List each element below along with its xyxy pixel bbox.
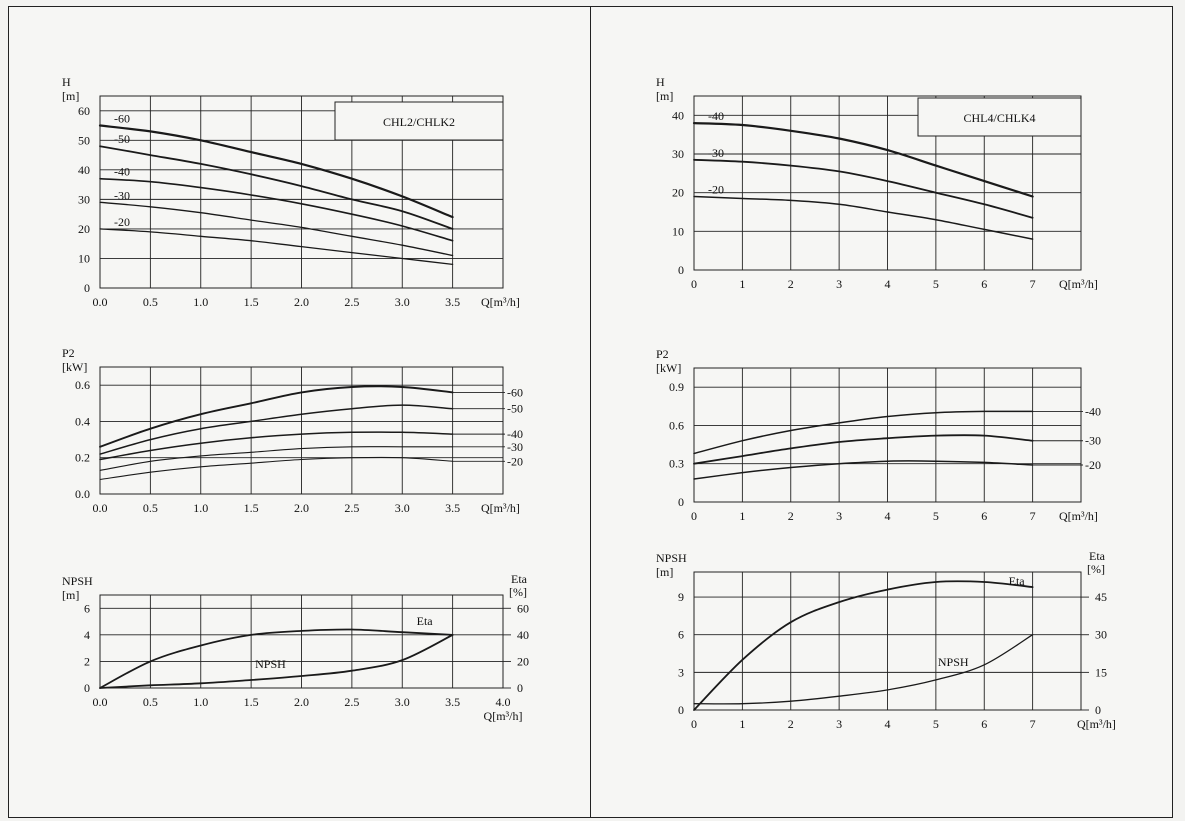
y-tick-label: 0 <box>678 263 684 277</box>
y-tick-label: 10 <box>672 224 684 239</box>
series-label: -50 <box>114 132 130 147</box>
x-tick-label: 4 <box>884 277 891 291</box>
x-tick-label: 1.5 <box>243 695 259 709</box>
series-label: -20 <box>1085 457 1101 472</box>
y-tick-label: 40 <box>672 108 684 123</box>
x-tick-label: 3.0 <box>394 695 410 709</box>
series-label: -40 <box>708 109 724 124</box>
y-axis-label: NPSH <box>656 551 687 565</box>
x-axis-label: Q[m³/h] <box>1059 509 1098 523</box>
x-tick-label: 6 <box>981 509 988 523</box>
series-line-30 <box>694 160 1033 218</box>
y-tick-label: 10 <box>78 251 90 266</box>
series-label: -20 <box>507 454 523 469</box>
y2-axis-unit: [%] <box>509 585 527 599</box>
series-label: -40 <box>1085 404 1101 419</box>
y-axis-label: NPSH <box>62 574 93 588</box>
x-tick-label: 5 <box>932 509 939 523</box>
y-tick-label: 20 <box>78 221 90 236</box>
x-tick-label: 4 <box>884 509 891 523</box>
x-tick-label: 0.0 <box>92 695 108 709</box>
y-axis-unit: [m] <box>62 89 80 103</box>
x-tick-label: 2.5 <box>344 695 360 709</box>
y-axis-unit: [m] <box>656 565 674 579</box>
x-tick-label: 7 <box>1029 509 1036 523</box>
x-tick-label: 3.0 <box>394 501 410 515</box>
series-label: -40 <box>507 427 523 442</box>
y-tick-label: 6 <box>84 601 90 616</box>
y-tick-label: 0.6 <box>75 378 90 393</box>
x-tick-label: 0.5 <box>142 695 158 709</box>
y2-tick-label: 45 <box>1095 590 1107 605</box>
x-tick-label: 2.0 <box>294 501 309 515</box>
x-tick-label: 3.5 <box>445 501 461 515</box>
x-tick-label: 1.0 <box>193 295 209 309</box>
x-tick-label: 0 <box>691 509 697 523</box>
x-tick-label: 3 <box>836 277 843 291</box>
y-tick-label: 3 <box>678 665 684 680</box>
series-label: -30 <box>1085 433 1101 448</box>
grid <box>100 367 503 494</box>
y2-tick-label: 0 <box>1095 703 1101 717</box>
y-tick-label: 0.6 <box>669 418 684 433</box>
chart-title: CHL2/CHLK2 <box>383 115 455 129</box>
y-tick-label: 30 <box>78 192 90 207</box>
y2-tick-label: 20 <box>517 654 529 669</box>
y2-tick-label: 30 <box>1095 627 1107 642</box>
y-tick-label: 20 <box>672 185 684 200</box>
x-axis-label: Q[m³/h] <box>1077 717 1116 731</box>
y-tick-label: 0 <box>678 703 684 717</box>
y2-axis-unit: [%] <box>1087 562 1105 576</box>
grid <box>100 595 503 688</box>
series-line-NPSH <box>694 635 1033 704</box>
x-tick-label: 0.5 <box>142 295 158 309</box>
y-axis-unit: [kW] <box>62 360 88 374</box>
x-tick-label: 6 <box>981 717 988 731</box>
chl2-power-chart <box>30 345 543 522</box>
chl4-head-chart <box>624 74 1121 298</box>
series-label: NPSH <box>937 654 969 669</box>
y-tick-label: 60 <box>78 103 90 118</box>
y-tick-label: 2 <box>84 654 90 669</box>
x-axis-label: Q[m³/h] <box>483 709 523 723</box>
x-axis-label: Q[m³/h] <box>1059 277 1098 291</box>
y-tick-label: 0.3 <box>669 456 684 471</box>
x-tick-label: 1.5 <box>243 295 259 309</box>
y-tick-label: 0 <box>84 281 90 295</box>
series-label: -60 <box>114 111 130 126</box>
series-label: Eta <box>1008 574 1025 589</box>
x-tick-label: 2 <box>787 717 794 731</box>
y-tick-label: 0.2 <box>75 450 90 465</box>
x-tick-label: 3 <box>836 717 843 731</box>
x-tick-label: 3.5 <box>445 695 461 709</box>
chl4-power-chart <box>624 346 1121 530</box>
y-tick-label: 0.9 <box>669 380 684 395</box>
y-tick-label: 50 <box>78 133 90 148</box>
y-axis-label: H <box>62 75 71 89</box>
series-label: -40 <box>114 164 130 179</box>
y-tick-label: 30 <box>672 147 684 161</box>
y2-tick-label: 60 <box>517 601 529 616</box>
series-line-20 <box>100 229 453 265</box>
series-line-60 <box>100 386 453 446</box>
x-tick-label: 1 <box>739 509 746 523</box>
y2-tick-label: 40 <box>517 627 529 642</box>
x-tick-label: 4.0 <box>495 695 511 709</box>
x-tick-label: 1.0 <box>193 695 209 709</box>
x-tick-label: 2.0 <box>294 295 309 309</box>
column-divider <box>590 6 591 818</box>
series-label: -30 <box>708 145 724 160</box>
series-label: -20 <box>114 214 130 229</box>
series-label: -50 <box>507 401 523 416</box>
x-tick-label: 7 <box>1029 277 1036 291</box>
x-tick-label: 1.5 <box>243 501 259 515</box>
y-axis-label: P2 <box>62 346 75 360</box>
grid <box>694 368 1081 502</box>
y-tick-label: 0.0 <box>75 487 90 501</box>
y-axis-unit: [m] <box>656 89 674 103</box>
y-axis-unit: [m] <box>62 588 80 602</box>
x-tick-label: 6 <box>981 277 988 291</box>
series-line-40 <box>100 432 453 459</box>
x-tick-label: 1.0 <box>193 501 209 515</box>
y2-axis-label: Eta <box>1089 549 1105 563</box>
x-tick-label: 5 <box>932 717 939 731</box>
x-tick-label: 2.5 <box>344 295 360 309</box>
x-tick-label: 2 <box>787 509 794 523</box>
x-tick-label: 2 <box>787 277 794 291</box>
x-tick-label: 3 <box>836 509 843 523</box>
chl2-head-chart <box>30 74 543 316</box>
series-label: Eta <box>416 613 433 628</box>
y-axis-label: P2 <box>656 347 669 361</box>
x-tick-label: 2.5 <box>344 501 360 515</box>
x-axis-label: Q[m³/h] <box>481 295 520 309</box>
series-label: -30 <box>507 439 523 454</box>
series-label: -60 <box>507 385 523 400</box>
y-tick-label: 4 <box>84 627 90 642</box>
y-tick-label: 0.4 <box>75 414 90 429</box>
chl2-npsh-eta-chart <box>30 572 543 723</box>
y2-axis-label: Eta <box>511 572 527 586</box>
y2-tick-label: 15 <box>1095 665 1107 680</box>
x-axis-label: Q[m³/h] <box>481 501 520 515</box>
x-tick-label: 2.0 <box>294 695 309 709</box>
x-tick-label: 0.5 <box>142 501 158 515</box>
y2-tick-label: 0 <box>517 681 523 695</box>
series-label: -20 <box>708 182 724 197</box>
y-tick-label: 9 <box>678 590 684 605</box>
chl4-npsh-eta-chart <box>624 550 1121 738</box>
chart-title: CHL4/CHLK4 <box>963 111 1036 125</box>
x-tick-label: 0 <box>691 277 697 291</box>
x-tick-label: 0 <box>691 717 697 731</box>
x-tick-label: 5 <box>932 277 939 291</box>
series-line-40 <box>694 411 1033 453</box>
y-tick-label: 0 <box>84 681 90 695</box>
y-tick-label: 6 <box>678 627 684 642</box>
series-line-Eta <box>694 581 1033 710</box>
x-tick-label: 1 <box>739 717 746 731</box>
y-tick-label: 0 <box>678 495 684 509</box>
x-tick-label: 7 <box>1029 717 1036 731</box>
y-tick-label: 40 <box>78 162 90 177</box>
x-tick-label: 0.0 <box>92 295 108 309</box>
y-axis-unit: [kW] <box>656 361 682 375</box>
series-label: NPSH <box>255 657 286 672</box>
x-tick-label: 4 <box>884 717 891 731</box>
x-tick-label: 3.0 <box>394 295 410 309</box>
series-label: -30 <box>114 188 130 203</box>
y-axis-label: H <box>656 75 665 89</box>
x-tick-label: 3.5 <box>445 295 461 309</box>
x-tick-label: 1 <box>739 277 746 291</box>
x-tick-label: 0.0 <box>92 501 108 515</box>
